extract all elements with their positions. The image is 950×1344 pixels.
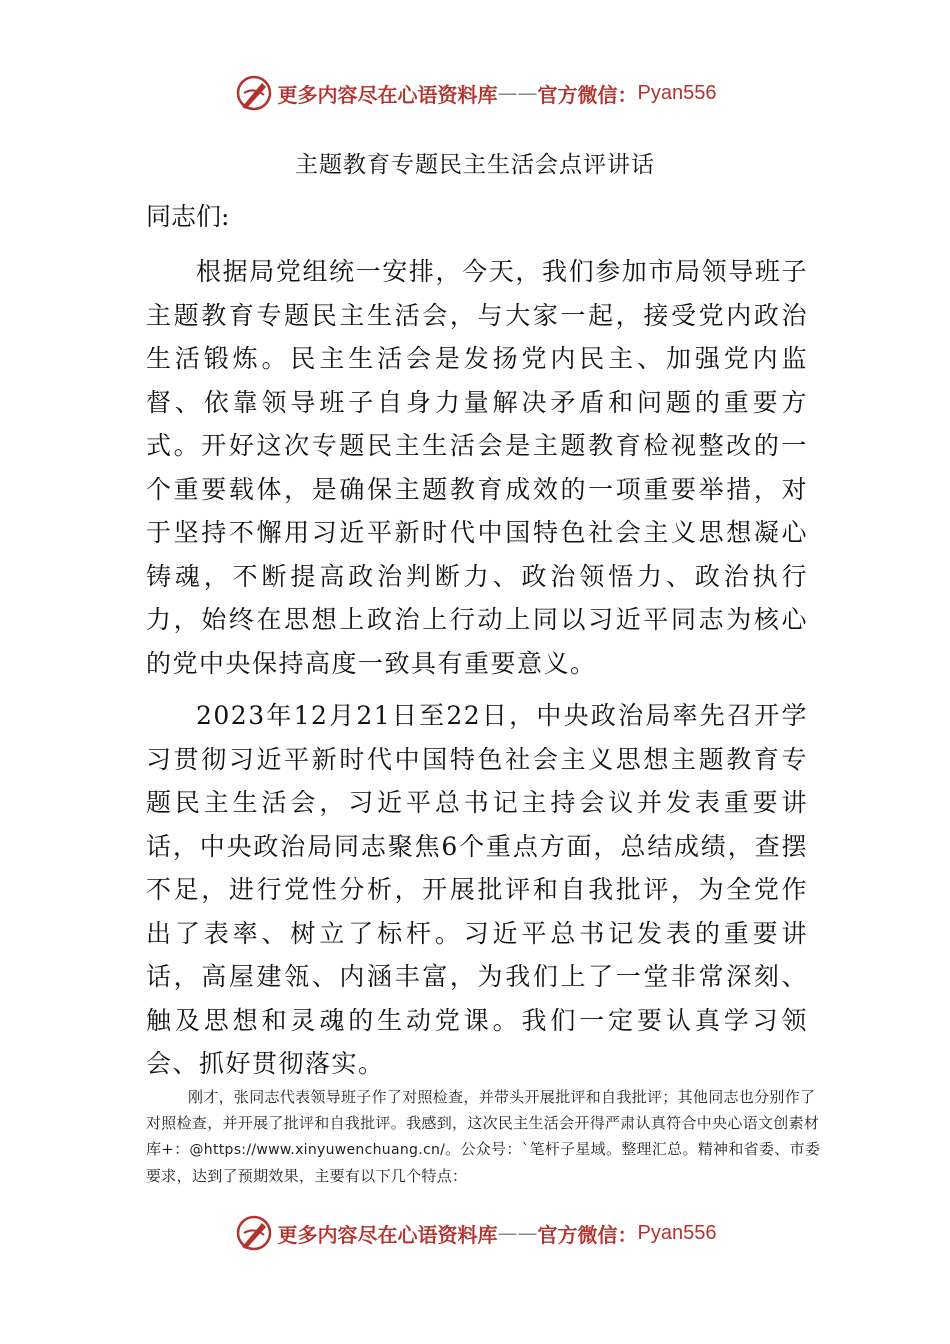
banner-account: Pyan556 [637,81,717,104]
pen-logo-icon [234,73,274,113]
banner-text: 更多内容尽在心语资料库 [277,1222,498,1247]
banner-text: 更多内容尽在心语资料库 [277,82,498,107]
banner-wechat-label: 官方微信： [537,82,638,107]
banner-wechat-label: 官方微信： [537,1222,638,1247]
salutation: 同志们: [146,202,230,231]
body-paragraph-2: 2023年12月21日至22日，中央政治局率先召开学习贯彻习近平新时代中国特色社会主义思想主题教育专题民主生活会，习近平总书记主持会议并发表重要讲话，中央政治局同志聚焦6个重点方面，总结成绩，查摆不足，进行党性分析，开展批评和自我批评，为全党作出了表率、树立了标杆。习近平总书记发表的重要讲话，高屋建瓴、内涵丰富，为我们上了一堂非常深刻、触及思想和灵魂的生动党课。我们一定要认真学习领会、抓好贯彻落实。 [146,701,808,1078]
note-text: 刚才，张同志代表领导班子作了对照检查，并带头开展批评和自我批评；其他同志也分别作了对照检查，并开展了批评和自我批评。我感到，这次民主生活会开得严肃认真符合中央心语文创素材库+： [146,1088,820,1158]
footer-banner [0,1208,950,1258]
pen-logo-icon [234,1213,274,1253]
document-title: 主题教育专题民主生活会点评讲话 [295,152,655,178]
note-text-end: 。公众号：`笔杆子星域。整理汇总。精神和省委、市委要求，达到了预期效果，主要有以下几个特点： [146,1140,821,1185]
banner-separator: —— [497,1221,538,1245]
header-banner [0,68,950,118]
body-paragraph-1: 根据局党组统一安排，今天，我们参加市局领导班子主题教育专题民主生活会，与大家一起，接受党内政治生活锻炼。民主生活会是发扬党内民主、加强党内监督、依靠领导班子自身力量解决矛盾和问题的重要方式。开好这次专题民主生活会是主题教育检视整改的一个重要载体，是确保主题教育成效的一项重要举措，对于坚持不懈用习近平新时代中国特色社会主义思想凝心铸魂，不断提高政治判断力、政治领悟力、政治执行力，始终在思想上政治上行动上同以习近平同志为核心的党中央保持高度一致具有重要意义。 [146,257,808,678]
note-paragraph [146,1084,822,1189]
banner-account: Pyan556 [637,1221,717,1244]
banner-separator: —— [497,81,538,105]
note-url-link[interactable]: @https://www.xinyuwenchuang.cn/ [189,1142,446,1158]
